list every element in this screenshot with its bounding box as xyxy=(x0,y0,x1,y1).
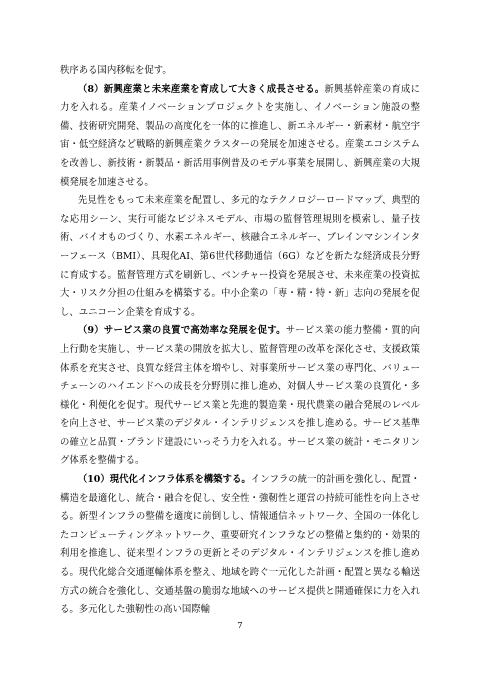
paragraph-text: 新興基幹産業の育成に力を入れる。産業イノベーションプロジェクトを実施し、イノベーション施設の整備、技術研究開発、製品の高度化を一体的に推進し、新エネルギー・新素材・航空宇宙・低空経済など戦略的新興産業クラスターの発展を加速させる。産業エコシステムを改善し、新技術・新製品・新活用事例普及のモデル事業を展開し、新興産業の大規模発展を加速させる。 xyxy=(60,83,420,188)
section-heading-10: （10）現代化インフラ体系を構築する。 xyxy=(77,474,251,486)
section-heading-8: （8）新興産業と未来産業を育成して大きく成長させる。 xyxy=(77,83,325,95)
paragraph-text: サービス業の能力整備・質的向上行動を実施し、サービス業の開放を拡大し、監督管理の改革を深化させ、支援政策体系を充実させ、良質な経営主体を増やし、対事業所サービス業の専門化、バリューチェーンのハイエンドへの成長を分野別に推し進め、対個人サービス業の良質化・多様化・利便化を促す。現代サービス業と先進的製造業・現代農業の融合発展のレベルを向上させ、サービス業のデジタル・インテリジェンスを推し進める。サービス基準の確立と品質・ブランド建設にいっそう力を入れる。サービス業の統計・モニタリング体系を整備する。 xyxy=(60,325,420,467)
paragraph-text: 秩序ある国内移転を促す。 xyxy=(60,65,172,76)
page-number: 7 xyxy=(237,621,243,631)
paragraph-section-8 xyxy=(60,81,420,193)
paragraph-text: 先見性をもって未来産業を配置し、多元的なテクノロジーロードマップ、典型的な応用シーン、実行可能なビジネスモデル、市場の監督管理規則を模索し、量子技術、バイオものづくり、水素エネルギー、核融合エネルギー、ブレインマシンインターフェース（BMI）、具現化AI、第6世代移動通信（6G）などを新たな経済成長分野に育成する。監督管理方式を刷新し、ベンチャー投資を発展させ、未来産業の投資拡大・リスク分担の仕組みを構築する。中小企業の「専・精・特・新」志向の発展を促し、ユニコーン企業を育成する。 xyxy=(60,195,420,318)
section-heading-9: （9）サービス業の良質で高効率な発展を促す。 xyxy=(77,325,286,337)
paragraph-continuation xyxy=(60,62,420,81)
paragraph-future-industries xyxy=(60,192,420,322)
paragraph-text: インフラの統一的計画を強化し、配置・構造を最適化し、統合・融合を促し、安全性・強靭性と運営の持続可能性を向上させる。新型インフラの整備を適度に前倒しし、情報通信ネットワーク、全国の一体化したコンピューティングネットワーク、重要研究インフラなどの整備と集約的・効果的利用を推進し、従来型インフラの更新とそのデジタル・インテリジェンスを推し進める。現代化総合交通運輸体系を整え、地域を跨ぐ一元化した計画・配置と異なる輸送方式の統合を強化し、交通基盤の脆弱な地域へのサービス提供と開通確保に力を入れる。多元化した強靭性の高い国際輸 xyxy=(60,474,420,616)
paragraph-section-9 xyxy=(60,322,420,471)
paragraph-section-10 xyxy=(60,471,420,620)
body-text xyxy=(60,62,420,620)
